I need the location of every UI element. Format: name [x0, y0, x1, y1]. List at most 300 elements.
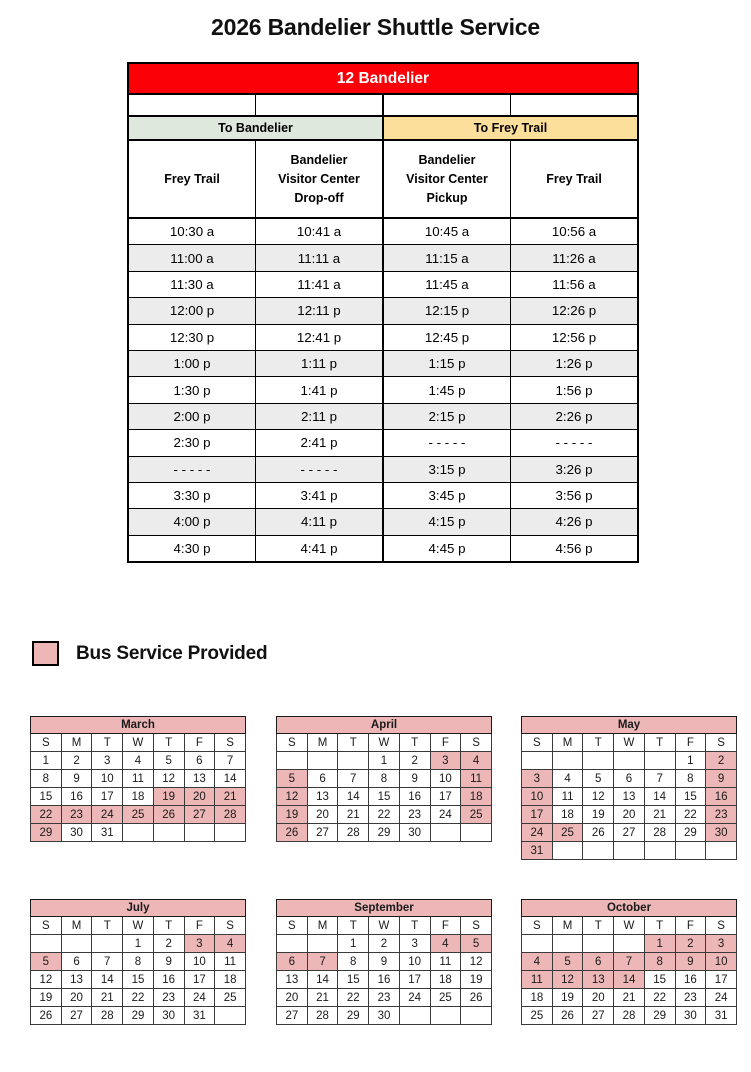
calendar-day-cell: 22 — [675, 806, 706, 824]
calendar-empty-cell — [461, 824, 492, 842]
calendar-day-cell: 22 — [123, 989, 154, 1007]
calendar-day-cell: 20 — [583, 989, 614, 1007]
calendar-week-row — [277, 788, 492, 806]
calendar-day-cell: 15 — [123, 971, 154, 989]
calendar-month-title: March — [31, 717, 246, 734]
calendar-day-cell: 21 — [338, 806, 369, 824]
schedule-time-cell: 11:15 a — [383, 245, 511, 271]
calendar-day-cell: 30 — [706, 824, 737, 842]
calendar-week-row — [31, 788, 246, 806]
calendar-day-cell: 23 — [399, 806, 430, 824]
schedule-time-cell: 11:11 a — [256, 245, 384, 271]
calendar-day-cell: 8 — [338, 953, 369, 971]
calendar-empty-cell — [583, 842, 614, 860]
calendar-week-row — [31, 971, 246, 989]
calendar-day-cell: 6 — [61, 953, 92, 971]
calendar-day-cell: 12 — [153, 770, 184, 788]
calendar-week-row — [277, 989, 492, 1007]
calendar-day-cell: 6 — [583, 953, 614, 971]
schedule-time-cell: 12:00 p — [128, 298, 256, 324]
calendar-dow-header: F — [675, 917, 706, 935]
schedule-time-cell: - - - - - — [256, 456, 384, 482]
legend-swatch-bus-service — [32, 641, 59, 666]
calendar-day-cell: 22 — [31, 806, 62, 824]
calendar-dow-row — [31, 917, 246, 935]
calendar-day-cell: 27 — [307, 824, 338, 842]
calendar-title-row — [31, 900, 246, 917]
schedule-time-cell: 12:30 p — [128, 324, 256, 350]
spacer-cell — [383, 94, 511, 116]
column-header-line: Bandelier — [418, 152, 476, 167]
calendar-dow-header: F — [430, 917, 461, 935]
calendar-day-cell: 13 — [583, 971, 614, 989]
calendar-dow-row — [522, 917, 737, 935]
calendar-dow-row — [522, 734, 737, 752]
schedule-time-cell: 1:41 p — [256, 377, 384, 403]
calendar-day-cell: 20 — [307, 806, 338, 824]
calendar-week-row — [277, 824, 492, 842]
schedule-time-cell: 4:00 p — [128, 509, 256, 535]
calendar-day-cell: 31 — [184, 1007, 215, 1025]
calendar-dow-header: S — [215, 734, 246, 752]
calendar-day-cell: 4 — [123, 752, 154, 770]
calendar-day-cell: 1 — [369, 752, 400, 770]
schedule-time-cell: 3:30 p — [128, 482, 256, 508]
calendar-day-cell: 28 — [614, 1007, 645, 1025]
calendar-empty-cell — [522, 752, 553, 770]
calendar-day-cell: 22 — [369, 806, 400, 824]
schedule-time-cell: 4:11 p — [256, 509, 384, 535]
calendar-april — [276, 716, 492, 842]
calendar-dow-header: T — [644, 734, 675, 752]
calendar-month-title: September — [277, 900, 492, 917]
schedule-time-cell: 4:30 p — [128, 535, 256, 562]
schedule-time-cell: - - - - - — [128, 456, 256, 482]
calendar-dow-header: S — [215, 917, 246, 935]
schedule-time-cell: 1:00 p — [128, 350, 256, 376]
calendar-day-cell: 2 — [369, 935, 400, 953]
calendar-day-cell: 14 — [92, 971, 123, 989]
calendar-slot — [276, 716, 492, 842]
calendar-empty-cell — [675, 842, 706, 860]
calendar-title-row — [277, 900, 492, 917]
schedule-row — [128, 403, 638, 429]
calendar-slot — [521, 899, 737, 1025]
calendar-day-cell: 10 — [184, 953, 215, 971]
calendar-title-row — [522, 900, 737, 917]
calendar-dow-header: W — [614, 734, 645, 752]
calendar-day-cell: 20 — [184, 788, 215, 806]
calendar-day-cell: 19 — [153, 788, 184, 806]
calendar-day-cell: 19 — [277, 806, 308, 824]
calendar-dow-header: T — [399, 734, 430, 752]
calendar-empty-cell — [552, 752, 583, 770]
calendar-dow-header: T — [583, 734, 614, 752]
calendar-dow-header: S — [522, 917, 553, 935]
calendar-day-cell: 21 — [92, 989, 123, 1007]
calendar-day-cell: 26 — [461, 989, 492, 1007]
calendar-day-cell: 10 — [92, 770, 123, 788]
calendar-week-row — [277, 953, 492, 971]
calendar-empty-cell — [307, 935, 338, 953]
calendar-day-cell: 5 — [461, 935, 492, 953]
calendar-day-cell: 25 — [552, 824, 583, 842]
calendar-day-cell: 26 — [153, 806, 184, 824]
calendar-day-cell: 29 — [644, 1007, 675, 1025]
calendar-dow-header: S — [522, 734, 553, 752]
calendar-day-cell: 13 — [61, 971, 92, 989]
calendar-slot — [276, 899, 492, 1025]
calendar-empty-cell — [583, 752, 614, 770]
schedule-time-cell: 3:56 p — [511, 482, 639, 508]
calendar-empty-cell — [31, 935, 62, 953]
calendar-day-cell: 8 — [675, 770, 706, 788]
calendar-day-cell: 3 — [430, 752, 461, 770]
calendar-day-cell: 16 — [675, 971, 706, 989]
calendar-empty-cell — [215, 1007, 246, 1025]
calendar-empty-cell — [277, 752, 308, 770]
calendar-dow-header: S — [461, 917, 492, 935]
calendar-day-cell: 7 — [92, 953, 123, 971]
schedule-row — [128, 535, 638, 562]
calendar-day-cell: 5 — [31, 953, 62, 971]
calendar-title-row — [31, 717, 246, 734]
schedule-table — [127, 62, 639, 563]
calendar-dow-header: T — [644, 917, 675, 935]
shuttle-schedule-table — [127, 62, 639, 563]
column-header-frey-trail-depart — [128, 140, 256, 218]
calendar-week-row — [522, 935, 737, 953]
calendar-week-row — [277, 806, 492, 824]
calendar-dow-header: T — [583, 917, 614, 935]
calendar-day-cell: 10 — [399, 953, 430, 971]
calendar-week-row — [522, 788, 737, 806]
schedule-row — [128, 245, 638, 271]
calendar-day-cell: 12 — [552, 971, 583, 989]
schedule-time-cell: 12:11 p — [256, 298, 384, 324]
calendar-empty-cell — [92, 935, 123, 953]
route-banner-row — [128, 63, 638, 94]
schedule-time-cell: 11:30 a — [128, 271, 256, 297]
calendar-day-cell: 8 — [123, 953, 154, 971]
calendar-empty-cell — [61, 935, 92, 953]
column-header-line: Frey Trail — [546, 171, 602, 186]
schedule-time-cell: 11:41 a — [256, 271, 384, 297]
calendar-day-cell: 27 — [583, 1007, 614, 1025]
calendar-day-cell: 20 — [277, 989, 308, 1007]
calendar-day-cell: 14 — [215, 770, 246, 788]
calendar-dow-header: T — [153, 917, 184, 935]
calendar-day-cell: 4 — [522, 953, 553, 971]
spacer-cell — [128, 94, 256, 116]
calendar-day-cell: 3 — [706, 935, 737, 953]
calendar-day-cell: 21 — [644, 806, 675, 824]
calendar-day-cell: 21 — [614, 989, 645, 1007]
schedule-time-cell: 11:26 a — [511, 245, 639, 271]
calendar-empty-cell — [184, 824, 215, 842]
calendar-day-cell: 21 — [307, 989, 338, 1007]
calendar-day-cell: 23 — [369, 989, 400, 1007]
calendar-day-cell: 6 — [277, 953, 308, 971]
schedule-time-cell: 2:30 p — [128, 430, 256, 456]
calendar-day-cell: 9 — [61, 770, 92, 788]
calendar-empty-cell — [583, 935, 614, 953]
calendar-day-cell: 14 — [307, 971, 338, 989]
calendar-week-row — [522, 824, 737, 842]
calendar-day-cell: 19 — [31, 989, 62, 1007]
schedule-time-cell: 3:41 p — [256, 482, 384, 508]
calendar-day-cell: 29 — [369, 824, 400, 842]
schedule-time-cell: 2:26 p — [511, 403, 639, 429]
calendar-day-cell: 25 — [123, 806, 154, 824]
calendar-day-cell: 30 — [153, 1007, 184, 1025]
calendar-day-cell: 11 — [123, 770, 154, 788]
calendar-day-cell: 29 — [31, 824, 62, 842]
schedule-row — [128, 218, 638, 245]
calendar-week-row — [31, 752, 246, 770]
calendar-empty-cell — [522, 935, 553, 953]
calendar-day-cell: 11 — [552, 788, 583, 806]
calendar-day-cell: 20 — [61, 989, 92, 1007]
calendar-day-cell: 1 — [123, 935, 154, 953]
calendar-day-cell: 15 — [644, 971, 675, 989]
schedule-time-cell: 12:26 p — [511, 298, 639, 324]
calendar-may — [521, 716, 737, 860]
calendar-day-cell: 30 — [399, 824, 430, 842]
calendar-empty-cell — [614, 935, 645, 953]
calendar-week-row — [522, 953, 737, 971]
calendar-dow-row — [277, 734, 492, 752]
calendar-dow-header: S — [461, 734, 492, 752]
schedule-time-cell: 10:45 a — [383, 218, 511, 245]
calendar-day-cell: 23 — [706, 806, 737, 824]
calendar-day-cell: 13 — [184, 770, 215, 788]
calendar-empty-cell — [215, 824, 246, 842]
calendar-week-row — [522, 752, 737, 770]
column-header-line: Pickup — [426, 190, 468, 205]
calendar-day-cell: 2 — [399, 752, 430, 770]
calendar-day-cell: 25 — [461, 806, 492, 824]
calendar-dow-header: M — [61, 734, 92, 752]
calendar-day-cell: 17 — [399, 971, 430, 989]
calendar-day-cell: 18 — [461, 788, 492, 806]
schedule-time-cell: 10:56 a — [511, 218, 639, 245]
calendar-day-cell: 4 — [461, 752, 492, 770]
calendar-week-row — [522, 806, 737, 824]
calendar-day-cell: 17 — [184, 971, 215, 989]
calendar-day-cell: 10 — [706, 953, 737, 971]
calendar-slot — [521, 716, 737, 860]
column-header-line: Visitor Center — [278, 171, 360, 186]
schedule-time-cell: - - - - - — [511, 430, 639, 456]
calendar-day-cell: 5 — [552, 953, 583, 971]
calendar-day-cell: 14 — [644, 788, 675, 806]
calendar-day-cell: 27 — [184, 806, 215, 824]
calendar-week-row — [277, 935, 492, 953]
calendar-day-cell: 3 — [92, 752, 123, 770]
calendar-day-cell: 30 — [675, 1007, 706, 1025]
calendar-week-row — [31, 824, 246, 842]
calendar-day-cell: 19 — [583, 806, 614, 824]
column-header-line: Frey Trail — [164, 171, 220, 186]
calendar-day-cell: 18 — [552, 806, 583, 824]
calendar-day-cell: 7 — [215, 752, 246, 770]
calendar-dow-header: W — [123, 734, 154, 752]
calendar-day-cell: 11 — [215, 953, 246, 971]
calendar-day-cell: 16 — [61, 788, 92, 806]
calendar-day-cell: 8 — [644, 953, 675, 971]
calendar-day-cell: 17 — [522, 806, 553, 824]
calendar-day-cell: 1 — [644, 935, 675, 953]
calendar-dow-header: T — [338, 734, 369, 752]
calendar-dow-header: S — [277, 917, 308, 935]
schedule-row — [128, 350, 638, 376]
calendar-day-cell: 24 — [706, 989, 737, 1007]
calendar-week-row — [522, 971, 737, 989]
calendar-week-row — [277, 752, 492, 770]
calendar-empty-cell — [153, 824, 184, 842]
calendar-day-cell: 12 — [277, 788, 308, 806]
calendar-day-cell: 5 — [277, 770, 308, 788]
calendar-day-cell: 7 — [307, 953, 338, 971]
calendar-week-row — [522, 770, 737, 788]
calendar-day-cell: 5 — [153, 752, 184, 770]
calendar-day-cell: 4 — [215, 935, 246, 953]
calendar-empty-cell — [644, 752, 675, 770]
schedule-time-cell: 11:56 a — [511, 271, 639, 297]
calendar-day-cell: 13 — [614, 788, 645, 806]
calendar-day-cell: 3 — [522, 770, 553, 788]
calendar-dow-header: T — [153, 734, 184, 752]
calendar-day-cell: 6 — [614, 770, 645, 788]
calendar-week-row — [31, 806, 246, 824]
legend-label: Bus Service Provided — [76, 642, 268, 664]
calendar-day-cell: 7 — [338, 770, 369, 788]
calendar-day-cell: 31 — [522, 842, 553, 860]
calendar-day-cell: 26 — [552, 1007, 583, 1025]
legend — [32, 641, 267, 666]
calendar-day-cell: 12 — [31, 971, 62, 989]
spacer-cell — [256, 94, 384, 116]
calendar-day-cell: 9 — [399, 770, 430, 788]
calendar-day-cell: 17 — [430, 788, 461, 806]
calendar-day-cell: 17 — [92, 788, 123, 806]
calendar-day-cell: 17 — [706, 971, 737, 989]
calendar-day-cell: 18 — [123, 788, 154, 806]
direction-header-row — [128, 116, 638, 140]
calendar-day-cell: 14 — [338, 788, 369, 806]
calendar-day-cell: 15 — [369, 788, 400, 806]
calendar-october — [521, 899, 737, 1025]
calendar-day-cell: 27 — [614, 824, 645, 842]
calendar-day-cell: 9 — [369, 953, 400, 971]
calendar-day-cell: 4 — [552, 770, 583, 788]
calendar-day-cell: 11 — [522, 971, 553, 989]
calendar-dow-header: W — [369, 734, 400, 752]
calendar-day-cell: 1 — [338, 935, 369, 953]
calendar-title-row — [277, 717, 492, 734]
route-banner: 12 Bandelier — [128, 63, 638, 94]
calendar-week-row — [522, 989, 737, 1007]
schedule-time-cell: 1:45 p — [383, 377, 511, 403]
calendar-dow-header: S — [31, 734, 62, 752]
schedule-time-cell: 4:56 p — [511, 535, 639, 562]
calendar-dow-header: T — [399, 917, 430, 935]
calendar-week-row — [31, 770, 246, 788]
calendar-dow-header: T — [92, 734, 123, 752]
calendar-slot — [30, 899, 246, 1025]
calendar-day-cell: 26 — [583, 824, 614, 842]
schedule-row — [128, 298, 638, 324]
calendar-week-row — [522, 842, 737, 860]
calendar-empty-cell — [399, 1007, 430, 1025]
schedule-time-cell: 2:15 p — [383, 403, 511, 429]
calendar-empty-cell — [614, 842, 645, 860]
calendar-day-cell: 28 — [92, 1007, 123, 1025]
calendar-day-cell: 28 — [338, 824, 369, 842]
calendar-month-title: July — [31, 900, 246, 917]
calendar-week-row — [277, 971, 492, 989]
page-title: 2026 Bandelier Shuttle Service — [211, 14, 540, 40]
calendar-day-cell: 12 — [461, 953, 492, 971]
schedule-time-cell: 11:00 a — [128, 245, 256, 271]
calendar-day-cell: 29 — [675, 824, 706, 842]
calendar-day-cell: 1 — [675, 752, 706, 770]
calendar-day-cell: 9 — [153, 953, 184, 971]
calendar-dow-header: T — [92, 917, 123, 935]
schedule-row — [128, 456, 638, 482]
calendar-week-row — [277, 770, 492, 788]
calendar-day-cell: 22 — [644, 989, 675, 1007]
calendar-dow-header: F — [675, 734, 706, 752]
calendar-dow-header: W — [369, 917, 400, 935]
column-header-visitor-center-dropoff — [256, 140, 384, 218]
calendar-day-cell: 20 — [614, 806, 645, 824]
column-header-line: Bandelier — [290, 152, 348, 167]
calendar-dow-header: S — [31, 917, 62, 935]
calendar-dow-header: M — [307, 917, 338, 935]
calendar-day-cell: 3 — [399, 935, 430, 953]
calendar-day-cell: 30 — [61, 824, 92, 842]
calendar-day-cell: 9 — [706, 770, 737, 788]
calendar-dow-header: M — [307, 734, 338, 752]
calendar-day-cell: 10 — [522, 788, 553, 806]
schedule-row — [128, 377, 638, 403]
calendar-empty-cell — [706, 842, 737, 860]
calendar-week-row — [522, 1007, 737, 1025]
calendar-empty-cell — [552, 935, 583, 953]
calendar-empty-cell — [552, 842, 583, 860]
calendar-dow-header: F — [184, 917, 215, 935]
column-header-frey-trail-arrive — [511, 140, 639, 218]
calendar-dow-header: M — [552, 734, 583, 752]
calendar-day-cell: 15 — [338, 971, 369, 989]
schedule-row — [128, 324, 638, 350]
calendar-day-cell: 18 — [522, 989, 553, 1007]
calendar-title-row — [522, 717, 737, 734]
calendar-dow-header: S — [706, 734, 737, 752]
calendar-day-cell: 26 — [277, 824, 308, 842]
direction-to-bandelier: To Bandelier — [128, 116, 383, 140]
calendar-day-cell: 24 — [184, 989, 215, 1007]
schedule-time-cell: 1:26 p — [511, 350, 639, 376]
calendar-day-cell: 18 — [215, 971, 246, 989]
calendar-day-cell: 6 — [307, 770, 338, 788]
schedule-time-cell: 12:15 p — [383, 298, 511, 324]
calendar-empty-cell — [123, 824, 154, 842]
schedule-time-cell: 12:56 p — [511, 324, 639, 350]
schedule-time-cell: 3:26 p — [511, 456, 639, 482]
